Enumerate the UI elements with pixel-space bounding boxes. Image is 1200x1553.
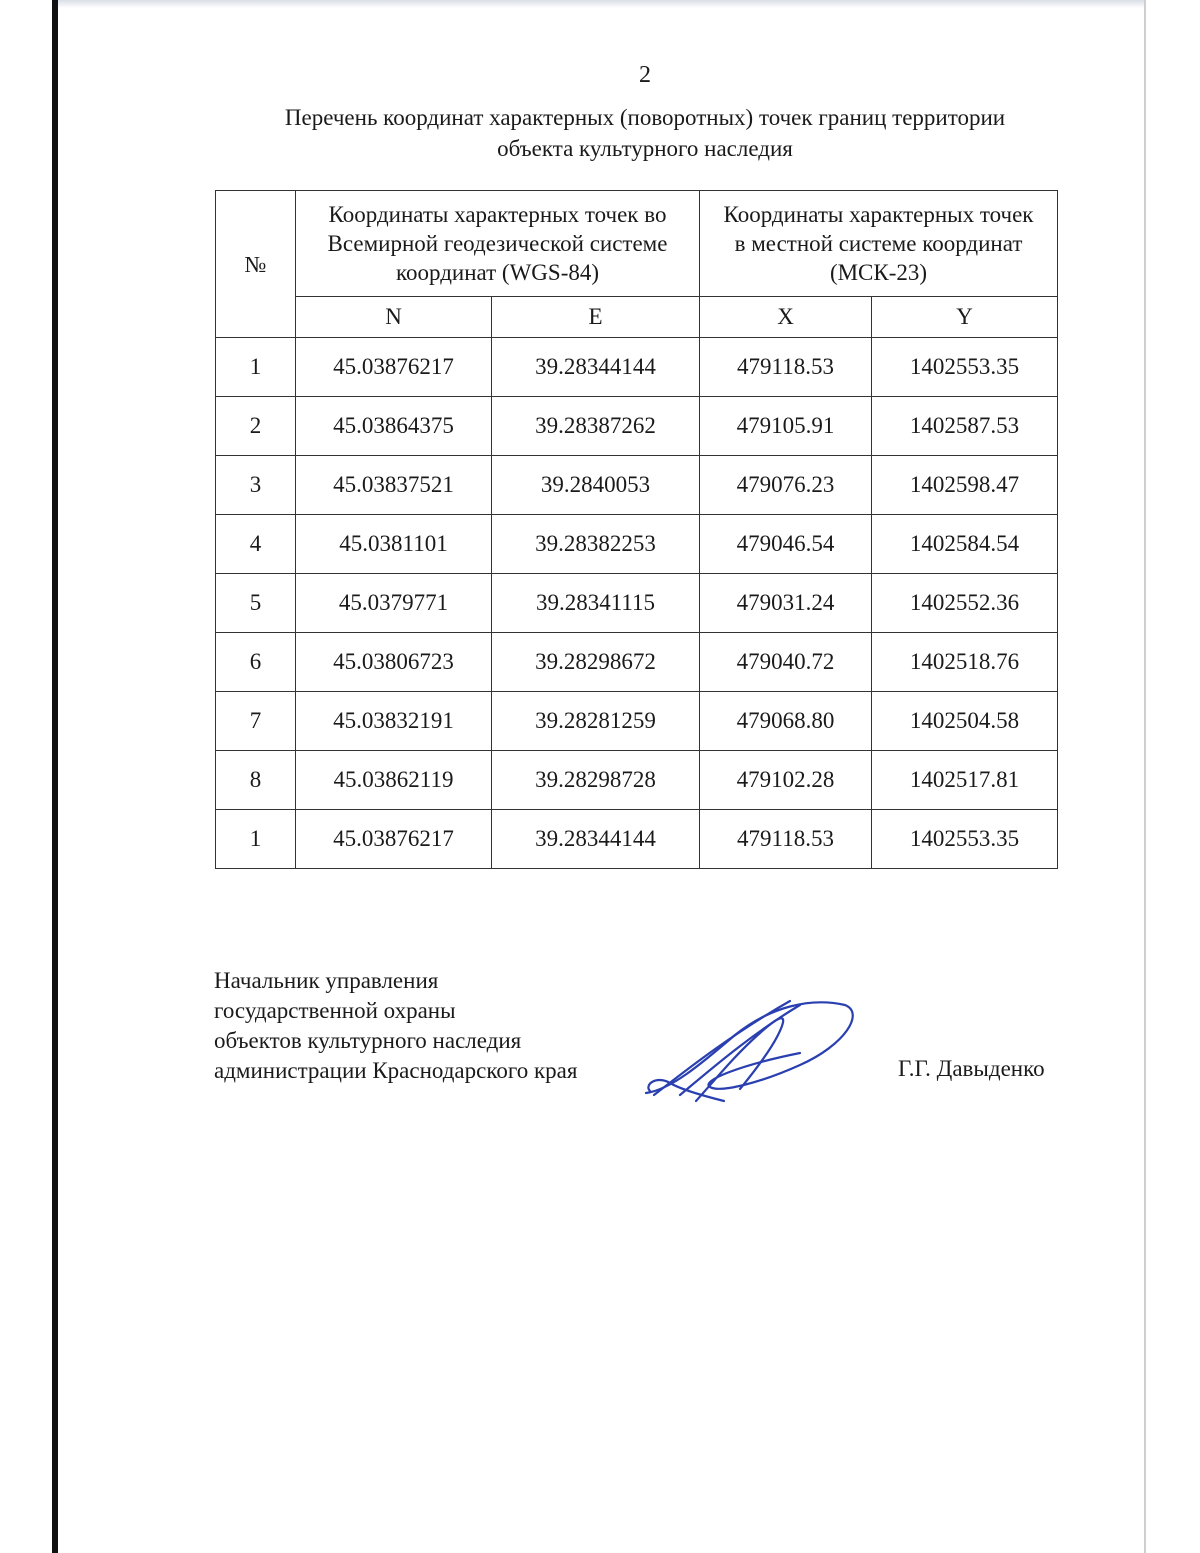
cell-number: 1 (216, 338, 296, 397)
header-number: № (216, 191, 296, 338)
cell-n: 45.03876217 (296, 338, 492, 397)
header-msk23 (700, 191, 1058, 297)
header-wgs84-line-1: Координаты характерных точек во (328, 202, 667, 227)
cell-n: 45.0379771 (296, 574, 492, 633)
subheader-e: E (492, 297, 700, 338)
subheader-n: N (296, 297, 492, 338)
cell-y: 1402553.35 (872, 338, 1058, 397)
scan-top-shadow (58, 0, 1144, 8)
header-msk23-line-1: Координаты характерных точек (723, 202, 1034, 227)
signatory-name: Г.Г. Давыденко (898, 1056, 1045, 1081)
cell-x: 479040.72 (700, 633, 872, 692)
cell-number: 4 (216, 515, 296, 574)
cell-n: 45.03864375 (296, 397, 492, 456)
cell-y: 1402552.36 (872, 574, 1058, 633)
cell-x: 479118.53 (700, 810, 872, 869)
cell-number: 1 (216, 810, 296, 869)
cell-n: 45.03806723 (296, 633, 492, 692)
cell-x: 479102.28 (700, 751, 872, 810)
cell-y: 1402584.54 (872, 515, 1058, 574)
cell-number: 2 (216, 397, 296, 456)
header-wgs84-line-3: координат (WGS-84) (395, 260, 600, 285)
cell-y: 1402517.81 (872, 751, 1058, 810)
cell-e: 39.28387262 (492, 397, 700, 456)
table-subheader-row (216, 297, 1058, 338)
cell-n: 45.03832191 (296, 692, 492, 751)
signature-stroke (646, 1002, 853, 1093)
table-row (216, 751, 1058, 810)
document-title (200, 102, 1090, 164)
table-row (216, 574, 1058, 633)
cell-e: 39.28298728 (492, 751, 700, 810)
cell-e: 39.28298672 (492, 633, 700, 692)
cell-n: 45.03876217 (296, 810, 492, 869)
cell-e: 39.28341115 (492, 574, 700, 633)
document-title-line-2: объекта культурного наследия (497, 136, 793, 161)
cell-y: 1402504.58 (872, 692, 1058, 751)
cell-y: 1402518.76 (872, 633, 1058, 692)
cell-x: 479031.24 (700, 574, 872, 633)
cell-x: 479046.54 (700, 515, 872, 574)
cell-number: 3 (216, 456, 296, 515)
table-header-row (216, 191, 1058, 297)
cell-y: 1402587.53 (872, 397, 1058, 456)
cell-y: 1402598.47 (872, 456, 1058, 515)
signatory-position-line-4: администрации Краснодарского края (214, 1058, 578, 1083)
signatory-position (214, 966, 577, 1086)
signatory-position-line-2: государственной охраны (214, 998, 456, 1023)
cell-n: 45.0381101 (296, 515, 492, 574)
subheader-x: X (700, 297, 872, 338)
cell-x: 479105.91 (700, 397, 872, 456)
scan-right-edge (1144, 0, 1146, 1553)
cell-x: 479118.53 (700, 338, 872, 397)
table-row (216, 633, 1058, 692)
cell-e: 39.2840053 (492, 456, 700, 515)
header-msk23-line-2: в местной системе координат (734, 231, 1023, 256)
cell-e: 39.28281259 (492, 692, 700, 751)
table-row (216, 397, 1058, 456)
cell-number: 8 (216, 751, 296, 810)
cell-number: 7 (216, 692, 296, 751)
table-row (216, 810, 1058, 869)
cell-number: 5 (216, 574, 296, 633)
cell-x: 479076.23 (700, 456, 872, 515)
cell-n: 45.03862119 (296, 751, 492, 810)
page-number: 2 (639, 62, 651, 88)
cell-e: 39.28382253 (492, 515, 700, 574)
table-row (216, 456, 1058, 515)
cell-number: 6 (216, 633, 296, 692)
cell-e: 39.28344144 (492, 338, 700, 397)
header-wgs84-line-2: Всемирной геодезической системе (327, 231, 668, 256)
scan-left-edge (52, 0, 58, 1553)
table-row (216, 692, 1058, 751)
cell-n: 45.03837521 (296, 456, 492, 515)
subheader-y: Y (872, 297, 1058, 338)
handwritten-signature (640, 995, 860, 1105)
cell-x: 479068.80 (700, 692, 872, 751)
coordinates-table (215, 190, 1058, 869)
table-row (216, 515, 1058, 574)
cell-e: 39.28344144 (492, 810, 700, 869)
signatory-position-line-3: объектов культурного наследия (214, 1028, 522, 1053)
signatory-position-line-1: Начальник управления (214, 968, 439, 993)
header-msk23-line-3: (МСК-23) (829, 260, 928, 285)
cell-y: 1402553.35 (872, 810, 1058, 869)
header-wgs84 (296, 191, 700, 297)
table-row (216, 338, 1058, 397)
document-title-line-1: Перечень координат характерных (поворотных) точек границ территории (284, 105, 1006, 130)
